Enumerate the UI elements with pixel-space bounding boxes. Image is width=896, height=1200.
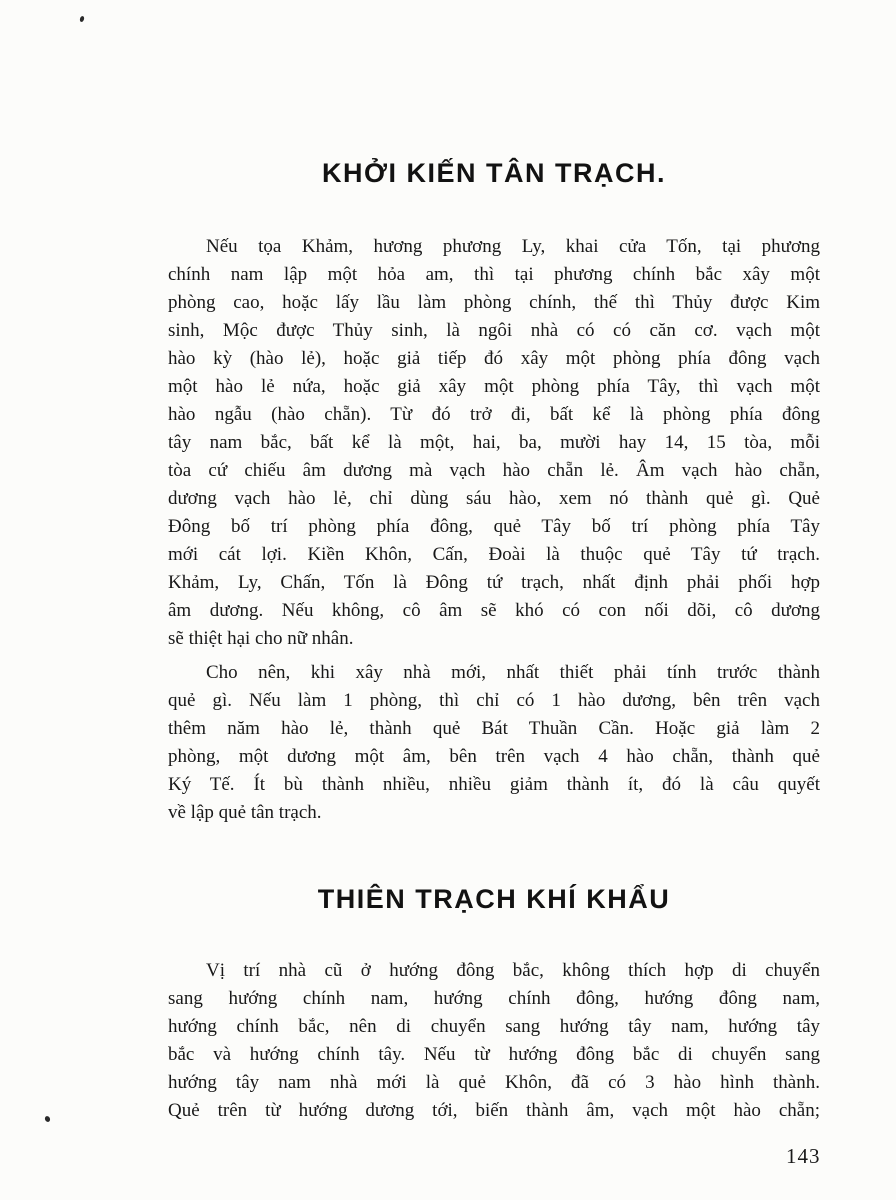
text-line: sang hướng chính nam, hướng chính đông, hướng đông nam, xyxy=(168,988,820,1009)
text-line: Đông bố trí phòng phía đông, quẻ Tây bố trí phòng phía Tây xyxy=(168,516,820,537)
section-heading-khoi-kien-tan-trach: KHỞI KIẾN TÂN TRẠCH. xyxy=(321,158,667,188)
text-line: âm dương. Nếu không, cô âm sẽ khó có con nối dõi, cô dương xyxy=(168,600,820,621)
paragraph xyxy=(168,233,820,653)
text-line: Khảm, Ly, Chấn, Tốn là Đông tứ trạch, nhất định phải phối hợp xyxy=(168,572,820,593)
text-line: tây nam bắc, bất kể là một, hai, ba, mười hay 14, 15 tòa, mỗi xyxy=(168,432,820,453)
scan-speck-bottom-left xyxy=(44,1115,51,1123)
text-line: Nếu tọa Khảm, hương phương Ly, khai cửa Tốn, tại phương xyxy=(206,236,820,257)
text-line: về lập quẻ tân trạch. xyxy=(168,802,322,823)
text-line: sinh, Mộc được Thủy sinh, là ngôi nhà có có căn cơ. vạch một xyxy=(168,320,820,341)
text-line: hướng chính bắc, nên di chuyển sang hướng tây nam, hướng tây xyxy=(168,1016,820,1037)
text-line: phòng cao, hoặc lấy lầu làm phòng chính, thế thì Thủy được Kim xyxy=(168,292,820,313)
text-line: hào kỳ (hào lẻ), hoặc giả tiếp đó xây một phòng phía đông vạch xyxy=(168,348,820,369)
text-line: Vị trí nhà cũ ở hướng đông bắc, không thích hợp di chuyển xyxy=(206,960,820,981)
text-line: một hào lẻ nứa, hoặc giả xây một phòng phía Tây, thì vạch một xyxy=(168,376,820,397)
text-line: mới cát lợi. Kiền Khôn, Cấn, Đoài là thuộc quẻ Tây tứ trạch. xyxy=(168,544,820,565)
paragraph xyxy=(168,957,820,1125)
text-line: Ký Tế. Ít bù thành nhiều, nhiều giảm thành ít, đó là câu quyết xyxy=(168,774,820,795)
text-line: bắc và hướng chính tây. Nếu từ hướng đông bắc di chuyển sang xyxy=(168,1044,820,1065)
text-line: thêm năm hào lẻ, thành quẻ Bát Thuần Cần. Hoặc giả làm 2 xyxy=(168,718,820,739)
section-heading-thien-trach-khi-khau: THIÊN TRẠCH KHÍ KHẨU xyxy=(317,884,671,914)
text-line: sẽ thiệt hại cho nữ nhân. xyxy=(168,628,354,649)
text-line: quẻ gì. Nếu làm 1 phòng, thì chỉ có 1 hào dương, bên trên vạch xyxy=(168,690,820,711)
paragraph xyxy=(168,659,820,827)
page-number: 143 xyxy=(786,1144,821,1168)
text-line: Cho nên, khi xây nhà mới, nhất thiết phải tính trước thành xyxy=(206,662,820,683)
text-line: dương vạch hào lẻ, chỉ dùng sáu hào, xem nó thành quẻ gì. Quẻ xyxy=(168,488,820,509)
text-line: tòa cứ chiếu âm dương mà vạch hào chẵn lẻ. Âm vạch hào chẵn, xyxy=(168,460,820,481)
text-line: Quẻ trên từ hướng dương tới, biến thành âm, vạch một hào chẵn; xyxy=(168,1100,820,1121)
text-line: chính nam lập một hỏa am, thì tại phương chính bắc xây một xyxy=(168,264,820,285)
scan-speck-top-left xyxy=(79,16,85,23)
text-line: hào ngẫu (hào chẵn). Từ đó trở đi, bất kể là phòng phía đông xyxy=(168,404,820,425)
text-line: hướng tây nam nhà mới là quẻ Khôn, đã có 3 hào hình thành. xyxy=(168,1072,820,1093)
text-line: phòng, một dương một âm, bên trên vạch 4 hào chẵn, thành quẻ xyxy=(168,746,820,767)
